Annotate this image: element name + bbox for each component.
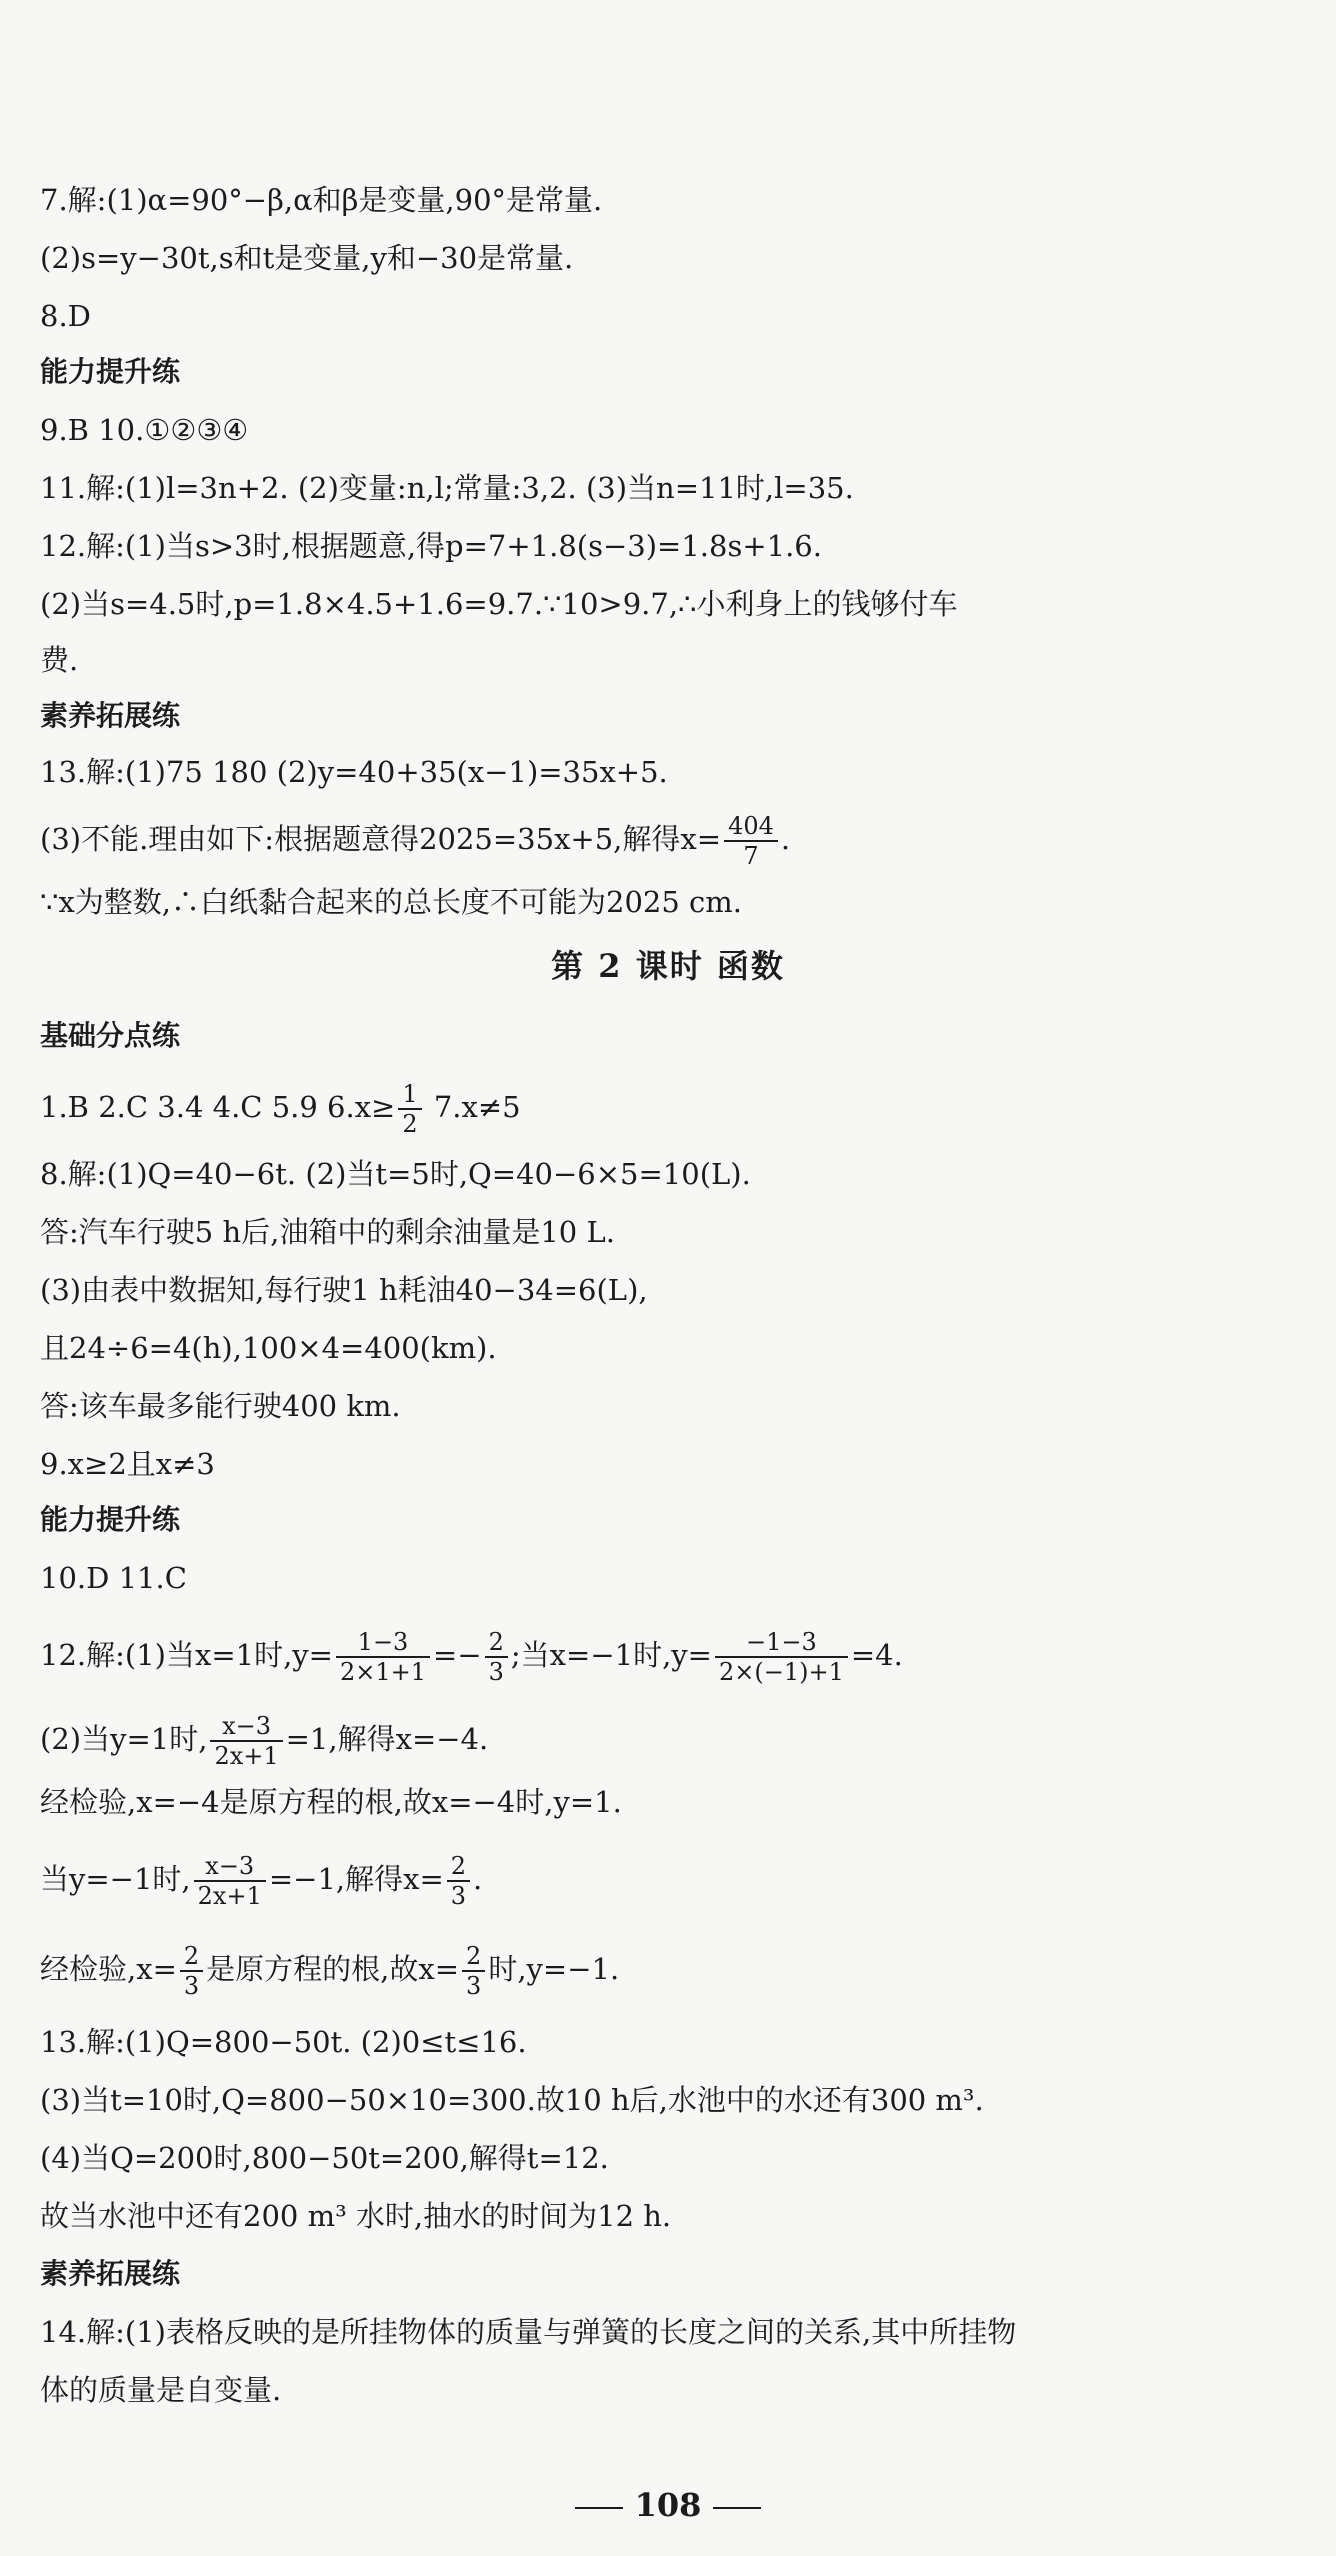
- fraction-denominator: 2x+1: [197, 1882, 262, 1910]
- answer-line-12-5: [40, 1942, 1296, 2000]
- answer-line-13-3: [40, 812, 1296, 870]
- fraction: [485, 1628, 508, 1686]
- fraction-denominator: 3: [488, 1658, 504, 1686]
- section-heading: 能力提升练: [40, 355, 181, 388]
- answer-line-9-10: 9.B 10.①②③④: [40, 413, 249, 447]
- answer-line-9: 9.x≥2且x≠3: [40, 1447, 215, 1481]
- fraction: [462, 1942, 485, 2000]
- answer-line-8-5: 答:该车最多能行驶400 km.: [40, 1389, 401, 1423]
- fraction-numerator: x−3: [194, 1852, 266, 1882]
- divider: [575, 2507, 623, 2509]
- fraction: [180, 1942, 203, 2000]
- text-run: =−: [433, 1638, 482, 1672]
- text-run: ;当x=−1时,y=: [510, 1638, 712, 1672]
- fraction: [336, 1628, 430, 1686]
- fraction: [194, 1852, 266, 1910]
- answer-line-1-7: [40, 1080, 1296, 1138]
- answer-line-8-2: 答:汽车行驶5 h后,油箱中的剩余油量是10 L.: [40, 1215, 615, 1249]
- answer-line-11: 11.解:(1)l=3n+2. (2)变量:n,l;常量:3,2. (3)当n=11时,l=35.: [40, 471, 854, 505]
- answer-line-13-3: (3)当t=10时,Q=800−50×10=300.故10 h后,水池中的水还有300 m³.: [40, 2083, 984, 2117]
- fraction-numerator: 1: [398, 1080, 421, 1110]
- answer-line-13-4: ∵x为整数,∴白纸黏合起来的总长度不可能为2025 cm.: [40, 885, 743, 919]
- text-run: 时,y=−1.: [488, 1952, 620, 1986]
- text-run: 7.x≠5: [424, 1090, 521, 1124]
- fraction: [715, 1628, 848, 1686]
- fraction-numerator: 2: [180, 1942, 203, 1972]
- section-heading: 素养拓展练: [40, 699, 181, 732]
- answer-line-8: 8.D: [40, 299, 91, 333]
- answer-line-8-4: 且24÷6=4(h),100×4=400(km).: [40, 1331, 497, 1365]
- answer-line-14-2: 体的质量是自变量.: [40, 2373, 282, 2407]
- divider: [713, 2507, 761, 2509]
- answer-line-10-11: 10.D 11.C: [40, 1561, 187, 1595]
- fraction-numerator: 404: [724, 812, 778, 842]
- text-run: (3)不能.理由如下:根据题意得2025=35x+5,解得x=: [40, 822, 722, 856]
- page-number-text: 108: [634, 2486, 702, 2524]
- fraction-denominator: 2×1+1: [339, 1658, 427, 1686]
- text-run: 当y=−1时,: [40, 1862, 191, 1896]
- fraction-numerator: 2: [462, 1942, 485, 1972]
- text-run: (2)当y=1时,: [40, 1722, 208, 1756]
- fraction-denominator: 7: [743, 842, 759, 870]
- fraction-denominator: 3: [450, 1882, 467, 1910]
- fraction-denominator: 2x+1: [214, 1742, 279, 1770]
- answer-line-12-4: [40, 1852, 1296, 1910]
- answer-line-13: 13.解:(1)75 180 (2)y=40+35(x−1)=35x+5.: [40, 755, 668, 789]
- section-heading: 基础分点练: [40, 1019, 181, 1052]
- fraction-denominator: 3: [466, 1972, 482, 2000]
- text-run: .: [780, 822, 791, 856]
- fraction-denominator: 3: [183, 1972, 200, 2000]
- section-heading: 能力提升练: [40, 1503, 181, 1536]
- answer-line-13: 13.解:(1)Q=800−50t. (2)0≤t≤16.: [40, 2025, 527, 2059]
- answer-line-14: 14.解:(1)表格反映的是所挂物体的质量与弹簧的长度之间的关系,其中所挂物: [40, 2315, 1017, 2349]
- text-run: 1.B 2.C 3.4 4.C 5.9 6.x≥: [40, 1090, 396, 1124]
- answer-line-8: 8.解:(1)Q=40−6t. (2)当t=5时,Q=40−6×5=10(L).: [40, 1157, 751, 1191]
- fraction-numerator: 2: [447, 1852, 470, 1882]
- answer-line-12-3: 经检验,x=−4是原方程的根,故x=−4时,y=1.: [40, 1785, 622, 1819]
- lesson-title: 第 2 课时 函数: [551, 947, 785, 985]
- fraction-denominator: 2: [402, 1110, 418, 1138]
- fraction: [398, 1080, 421, 1138]
- answer-line-7-2: (2)s=y−30t,s和t是变量,y和−30是常量.: [40, 241, 574, 275]
- section-heading: 素养拓展练: [40, 2257, 181, 2290]
- answer-line-8-3: (3)由表中数据知,每行驶1 h耗油40−34=6(L),: [40, 1273, 648, 1307]
- answer-line-12: [40, 1628, 1296, 1686]
- text-run: 12.解:(1)当x=1时,y=: [40, 1638, 333, 1672]
- answer-line-12-2: [40, 1712, 1296, 1770]
- fraction: [447, 1852, 470, 1910]
- fraction: [724, 812, 778, 870]
- text-run: 是原方程的根,故x=: [206, 1952, 460, 1986]
- fraction: [210, 1712, 282, 1770]
- text-run: =4.: [850, 1638, 903, 1672]
- fraction-numerator: −1−3: [715, 1628, 848, 1658]
- page-number: [0, 2485, 1336, 2525]
- text-run: =1,解得x=−4.: [285, 1722, 489, 1756]
- text-run: =−1,解得x=: [268, 1862, 444, 1896]
- answer-line-12-2: (2)当s=4.5时,p=1.8×4.5+1.6=9.7.∵10>9.7,∴小利身上的钱够付车: [40, 587, 958, 621]
- fraction-numerator: 2: [485, 1628, 508, 1658]
- answer-line-13-4: (4)当Q=200时,800−50t=200,解得t=12.: [40, 2141, 609, 2175]
- answer-line-13-5: 故当水池中还有200 m³ 水时,抽水的时间为12 h.: [40, 2199, 672, 2233]
- text-run: 经检验,x=: [40, 1952, 177, 1986]
- fraction-numerator: 1−3: [336, 1628, 430, 1658]
- text-run: .: [473, 1862, 483, 1896]
- answer-line-12-3: 费.: [40, 643, 79, 677]
- fraction-numerator: x−3: [210, 1712, 282, 1742]
- fraction-denominator: 2×(−1)+1: [718, 1658, 844, 1686]
- answer-line-7: 7.解:(1)α=90°−β,α和β是变量,90°是常量.: [40, 183, 603, 217]
- answer-line-12: 12.解:(1)当s>3时,根据题意,得p=7+1.8(s−3)=1.8s+1.6.: [40, 529, 822, 563]
